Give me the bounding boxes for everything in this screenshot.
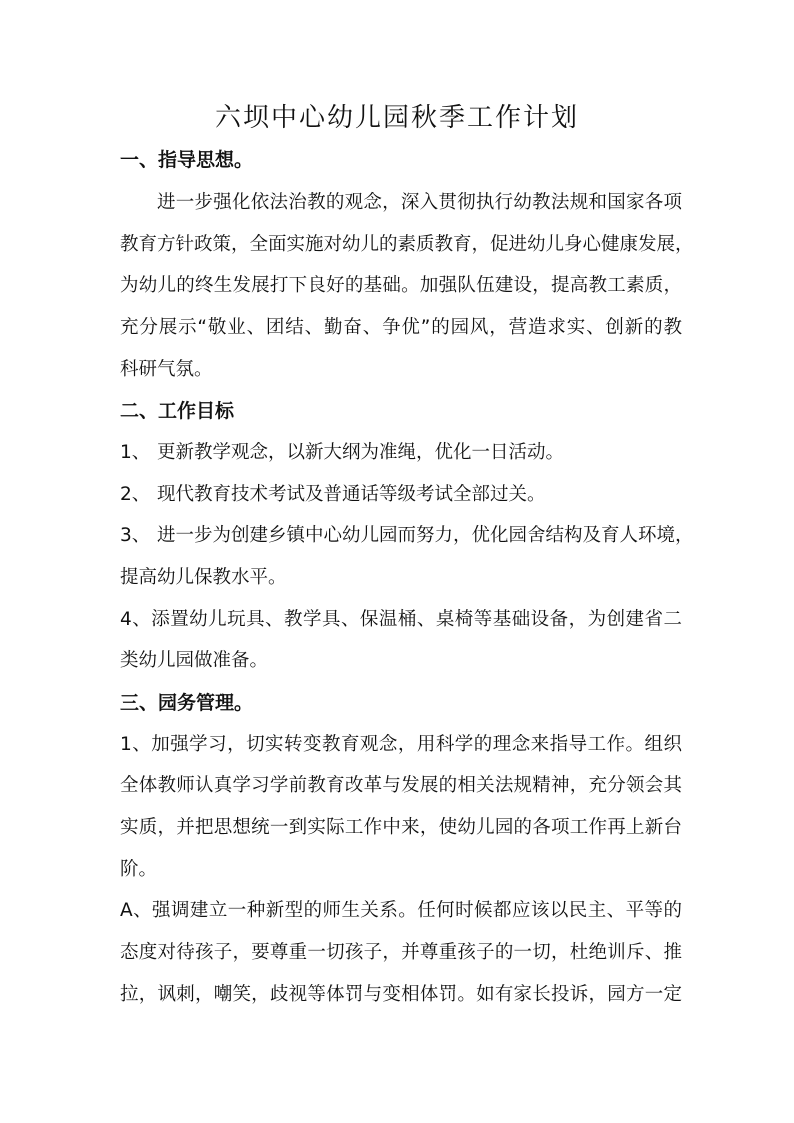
paragraph-line: 全体教师认真学习学前教育改革与发展的相关法规精神，充分领会其 [120,775,682,796]
section-heading-management: 三、园务管理。 [120,692,254,714]
list-item-text: 更新教学观念，以新大纲为准绳，优化一日活动。 [157,442,565,463]
paragraph-line: A、强调建立一种新型的师生关系。任何时候都应该以民主、平等的 [120,900,682,921]
list-item-text: 进一步为创建乡镇中心幼儿园而努力，优化园舍结构及育人环境， [157,525,694,546]
list-item-number: 3、 [120,525,151,546]
paragraph-line: 教育方针政策，全面实施对幼儿的素质教育，促进幼儿身心健康发展， [120,234,694,255]
list-item-continuation: 提高幼儿保教水平。 [120,567,287,588]
paragraph-line: 进一步强化依法治教的观念，深入贯彻执行幼教法规和国家各项 [157,192,682,213]
paragraph-line: 实质，并把思想统一到实际工作中来，使幼儿园的各项工作再上新台 [120,817,682,838]
paragraph-line: 科研气氛。 [120,359,213,380]
section-heading-guiding-thought: 一、指导思想。 [120,149,254,171]
paragraph-line: 为幼儿的终生发展打下良好的基础。加强队伍建设，提高教工素质， [120,275,682,296]
list-item [120,439,564,467]
list-item-number: 2、 [120,484,151,505]
paragraph-line: 态度对待孩子，要尊重一切孩子，并尊重孩子的一切，杜绝训斥、推 [120,942,682,963]
paragraph-line: 充分展示“敬业、团结、勤奋、争优”的园风，营造求实、创新的教 [120,317,682,338]
list-item [120,522,694,550]
list-item: 4、添置幼儿玩具、教学具、保温桶、桌椅等基础设备，为创建省二 [120,609,682,630]
paragraph-line: 1、加强学习，切实转变教育观念，用科学的理念来指导工作。组织 [120,734,682,755]
list-item-text: 现代教育技术考试及普通话等级考试全部过关。 [157,484,546,505]
paragraph-line: 拉，讽刺，嘲笑，歧视等体罚与变相体罚。如有家长投诉，园方一定 [120,984,682,1005]
list-item [120,481,546,509]
paragraph-line: 阶。 [120,859,158,880]
document-title: 六坝中心幼儿园秋季工作计划 [214,103,579,133]
list-item-continuation: 类幼儿园做准备。 [120,650,269,671]
section-heading-work-goals: 二、工作目标 [120,400,235,422]
list-item-number: 1、 [120,442,151,463]
